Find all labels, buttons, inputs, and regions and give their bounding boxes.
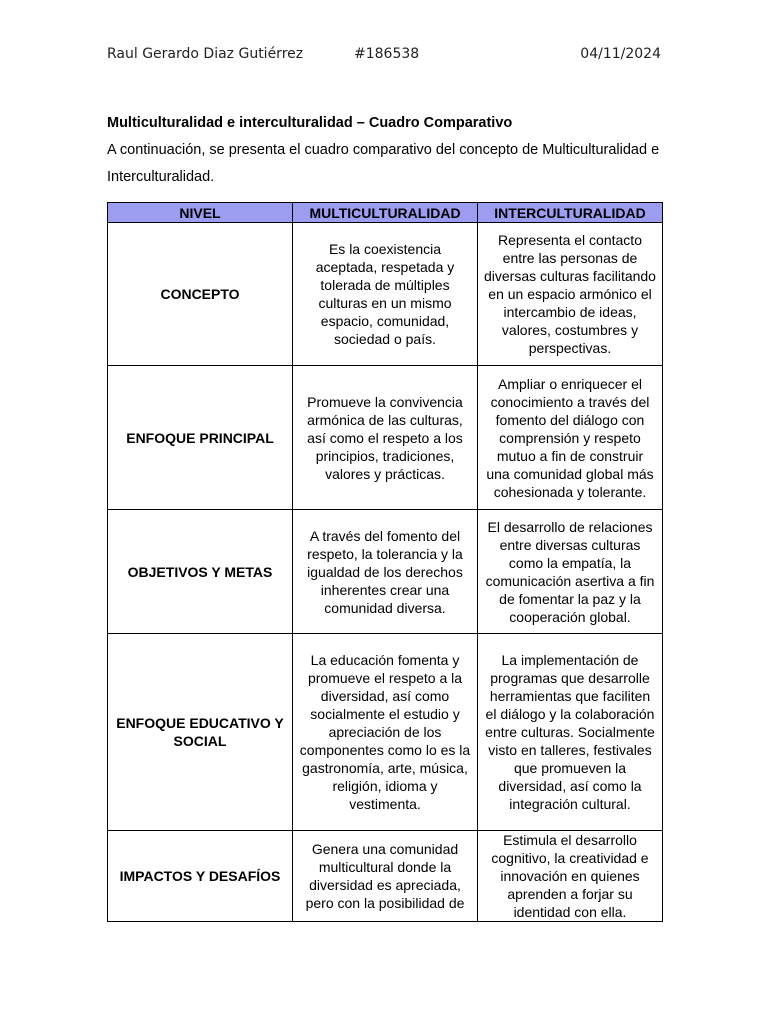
inter-cell: Estimula el desarrollo cognitivo, la creatividad e innovación en quienes aprenden a forjar su identidad con ella. — [478, 831, 663, 922]
comparison-table — [107, 202, 663, 922]
intro-paragraph: A continuación, se presenta el cuadro comparativo del concepto de Multiculturalidad e Interculturalidad. — [107, 142, 660, 185]
table-row — [108, 510, 663, 634]
multi-cell: La educación fomenta y promueve el respeto a la diversidad, así como socialmente el estudio y apreciación de los componentes como lo es la gastronomía, arte, música, religión, idioma y vestimenta. — [293, 634, 478, 831]
inter-cell: Representa el contacto entre las personas de diversas culturas facilitando en un espacio armónico el intercambio de ideas, valores, costumbres y perspectivas. — [478, 223, 663, 366]
level-cell: CONCEPTO — [108, 223, 293, 366]
student-id: #186538 — [354, 46, 420, 62]
table-row — [108, 223, 663, 366]
author-name: Raul Gerardo Diaz Gutiérrez — [107, 46, 304, 62]
header-multiculturalidad: MULTICULTURALIDAD — [293, 203, 478, 223]
multi-cell: Promueve la convivencia armónica de las culturas, así como el respeto a los principios, tradiciones, valores y prácticas. — [293, 366, 478, 510]
document-title: Multiculturalidad e interculturalidad – Cuadro Comparativo — [107, 115, 513, 131]
inter-cell: La implementación de programas que desarrolle herramientas que faciliten el diálogo y la colaboración entre culturas. Socialmente visto en talleres, festivales que promueven la diversidad, así como la integración cultural. — [478, 634, 663, 831]
table-header-row — [108, 203, 663, 223]
multi-cell-text: Genera una comunidad multicultural donde la diversidad es apreciada, pero con la posibilidad de — [305, 841, 465, 911]
table-row — [108, 366, 663, 510]
inter-cell: El desarrollo de relaciones entre diversas culturas como la empatía, la comunicación asertiva a fin de fomentar la paz y la cooperación global. — [478, 510, 663, 634]
multi-cell — [293, 831, 478, 922]
level-cell: ENFOQUE PRINCIPAL — [108, 366, 293, 510]
header-interculturalidad: INTERCULTURALIDAD — [478, 203, 663, 223]
document-date: 04/11/2024 — [580, 46, 661, 62]
level-cell: ENFOQUE EDUCATIVO Y SOCIAL — [108, 634, 293, 831]
table-row — [108, 831, 663, 922]
level-cell: OBJETIVOS Y METAS — [108, 510, 293, 634]
multi-cell: A través del fomento del respeto, la tolerancia y la igualdad de los derechos inherentes crear una comunidad diversa. — [293, 510, 478, 634]
level-cell: IMPACTOS Y DESAFÍOS — [108, 831, 293, 922]
multi-cell: Es la coexistencia aceptada, respetada y tolerada de múltiples culturas en un mismo espacio, comunidad, sociedad o país. — [293, 223, 478, 366]
table-row — [108, 634, 663, 831]
page-header — [107, 46, 661, 66]
inter-cell: Ampliar o enriquecer el conocimiento a través del fomento del diálogo con comprensión y respeto mutuo a fin de construir una comunidad global más cohesionada y tolerante. — [478, 366, 663, 510]
header-nivel: NIVEL — [108, 203, 293, 223]
